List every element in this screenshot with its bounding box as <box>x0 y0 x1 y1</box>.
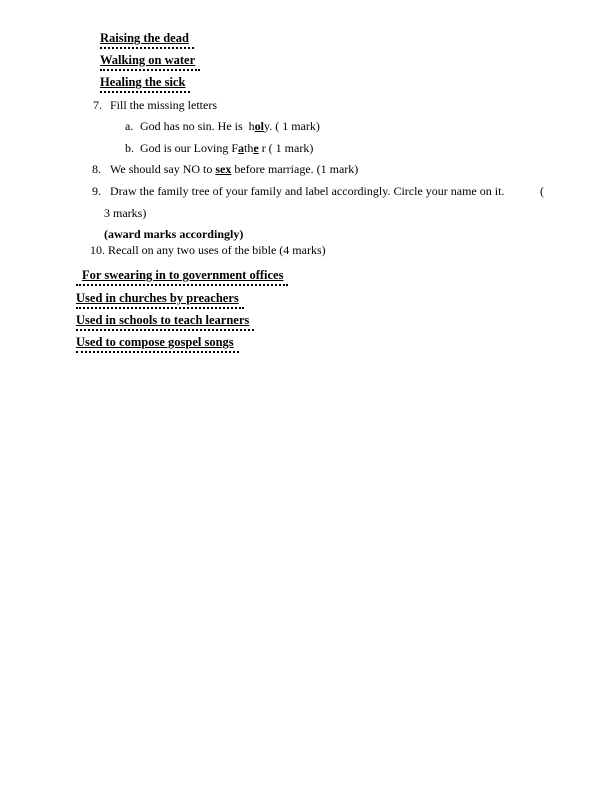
question-text: Recall on any two uses of the bible (4 marks) <box>108 243 326 257</box>
answer-text: Raising the dead <box>100 31 189 45</box>
filled-answer: ol <box>254 119 265 133</box>
subitem-text-mid: th <box>244 141 254 155</box>
filled-answer: e <box>253 141 259 155</box>
bible-use-line-4 <box>64 321 239 367</box>
question-text-pre: We should say NO to <box>110 162 216 176</box>
subitem-text-post: y. ( 1 mark) <box>264 119 320 133</box>
filled-answer: a <box>238 141 245 155</box>
question-number: 10. <box>90 243 105 257</box>
subitem-text-pre: God has no sin. He is h <box>140 119 255 133</box>
answer-text: Healing the sick <box>100 75 186 89</box>
question-text: Fill the missing letters <box>110 98 217 112</box>
subitem-letter: b. <box>125 141 134 155</box>
question-number: 7. <box>93 98 102 112</box>
answer-text: Used in churches by preachers <box>76 291 239 305</box>
marks-text: 3 marks) <box>104 206 147 220</box>
marks-paren: ( <box>540 184 544 198</box>
subitem-text-pre: God is our Loving F <box>140 141 239 155</box>
marking-note-text: (award marks accordingly) <box>104 227 244 241</box>
subitem-text-post: r ( 1 mark) <box>258 141 314 155</box>
answer-text: For swearing in to government offices <box>82 268 284 282</box>
question-text-post: before marriage. (1 mark) <box>231 162 359 176</box>
question-text: Draw the family tree of your family and label accordingly. Circle your name on it. <box>110 184 505 198</box>
dotted-underline-answer <box>76 335 239 353</box>
answer-text: Used to compose gospel songs <box>76 335 234 349</box>
question-9-open-paren <box>528 170 544 212</box>
question-number: 9. <box>92 184 101 198</box>
answer-text: Used in schools to teach learners <box>76 313 250 327</box>
filled-answer: sex <box>215 162 232 176</box>
subitem-letter: a. <box>125 119 134 133</box>
answer-text: Walking on water <box>100 53 196 67</box>
question-number: 8. <box>92 162 101 176</box>
